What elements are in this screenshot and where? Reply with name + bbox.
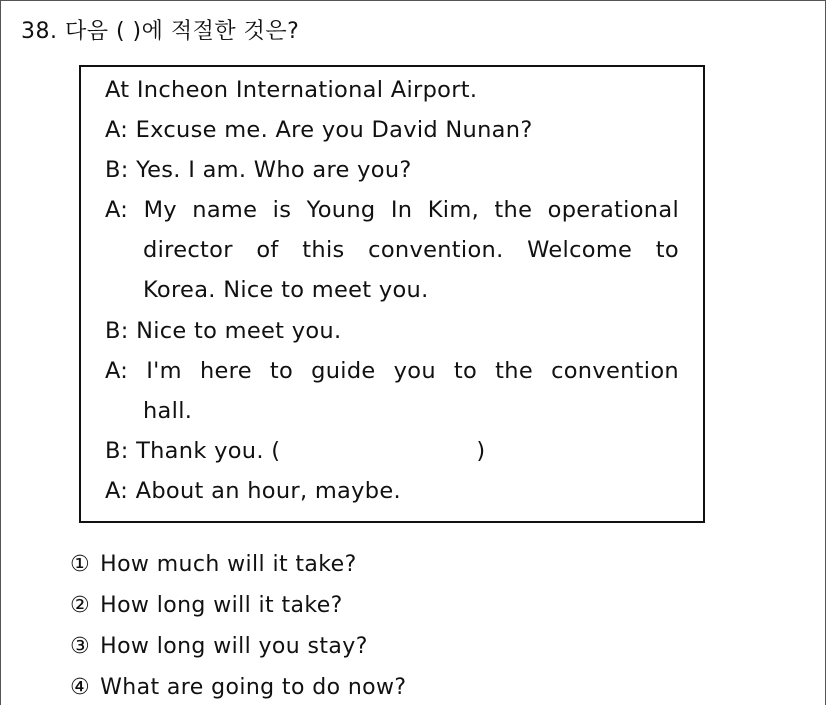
dialog-line-3: A: My name is Young In Kim, the operational [105, 197, 679, 223]
dialog-line-6-text: B: Thank you. ( [105, 438, 281, 464]
dialog-box [79, 65, 705, 523]
dialog-line-3-cont-1: director of this convention. Welcome to [143, 237, 679, 263]
option-2[interactable] [70, 593, 343, 618]
option-4[interactable] [70, 675, 407, 700]
option-4-text: What are going to do now? [100, 675, 407, 700]
question-title: 38. 다음 ( )에 적절한 것은? [21, 19, 300, 44]
dialog-line-3-cont-2: Korea. Nice to meet you. [143, 277, 429, 303]
dialog-line-5-cont: hall. [143, 398, 193, 424]
dialog-line-4: B: Nice to meet you. [105, 318, 342, 344]
dialog-line-7: A: About an hour, maybe. [105, 478, 401, 504]
option-1-number: ① [70, 552, 91, 577]
option-2-number: ② [70, 593, 91, 618]
option-3-text: How long will you stay? [100, 634, 368, 659]
option-3-number: ③ [70, 634, 91, 659]
option-2-text: How long will it take? [100, 593, 343, 618]
dialog-line-6 [105, 438, 485, 464]
dialog-line-setting: At Incheon International Airport. [105, 77, 478, 103]
option-1[interactable] [70, 552, 357, 577]
option-3[interactable] [70, 634, 368, 659]
dialog-line-5: A: I'm here to guide you to the convention [105, 358, 679, 384]
answer-blank-close: ) [476, 438, 486, 464]
dialog-line-2: B: Yes. I am. Who are you? [105, 157, 412, 183]
option-1-text: How much will it take? [100, 552, 357, 577]
option-4-number: ④ [70, 675, 91, 700]
dialog-line-1: A: Excuse me. Are you David Nunan? [105, 117, 533, 143]
